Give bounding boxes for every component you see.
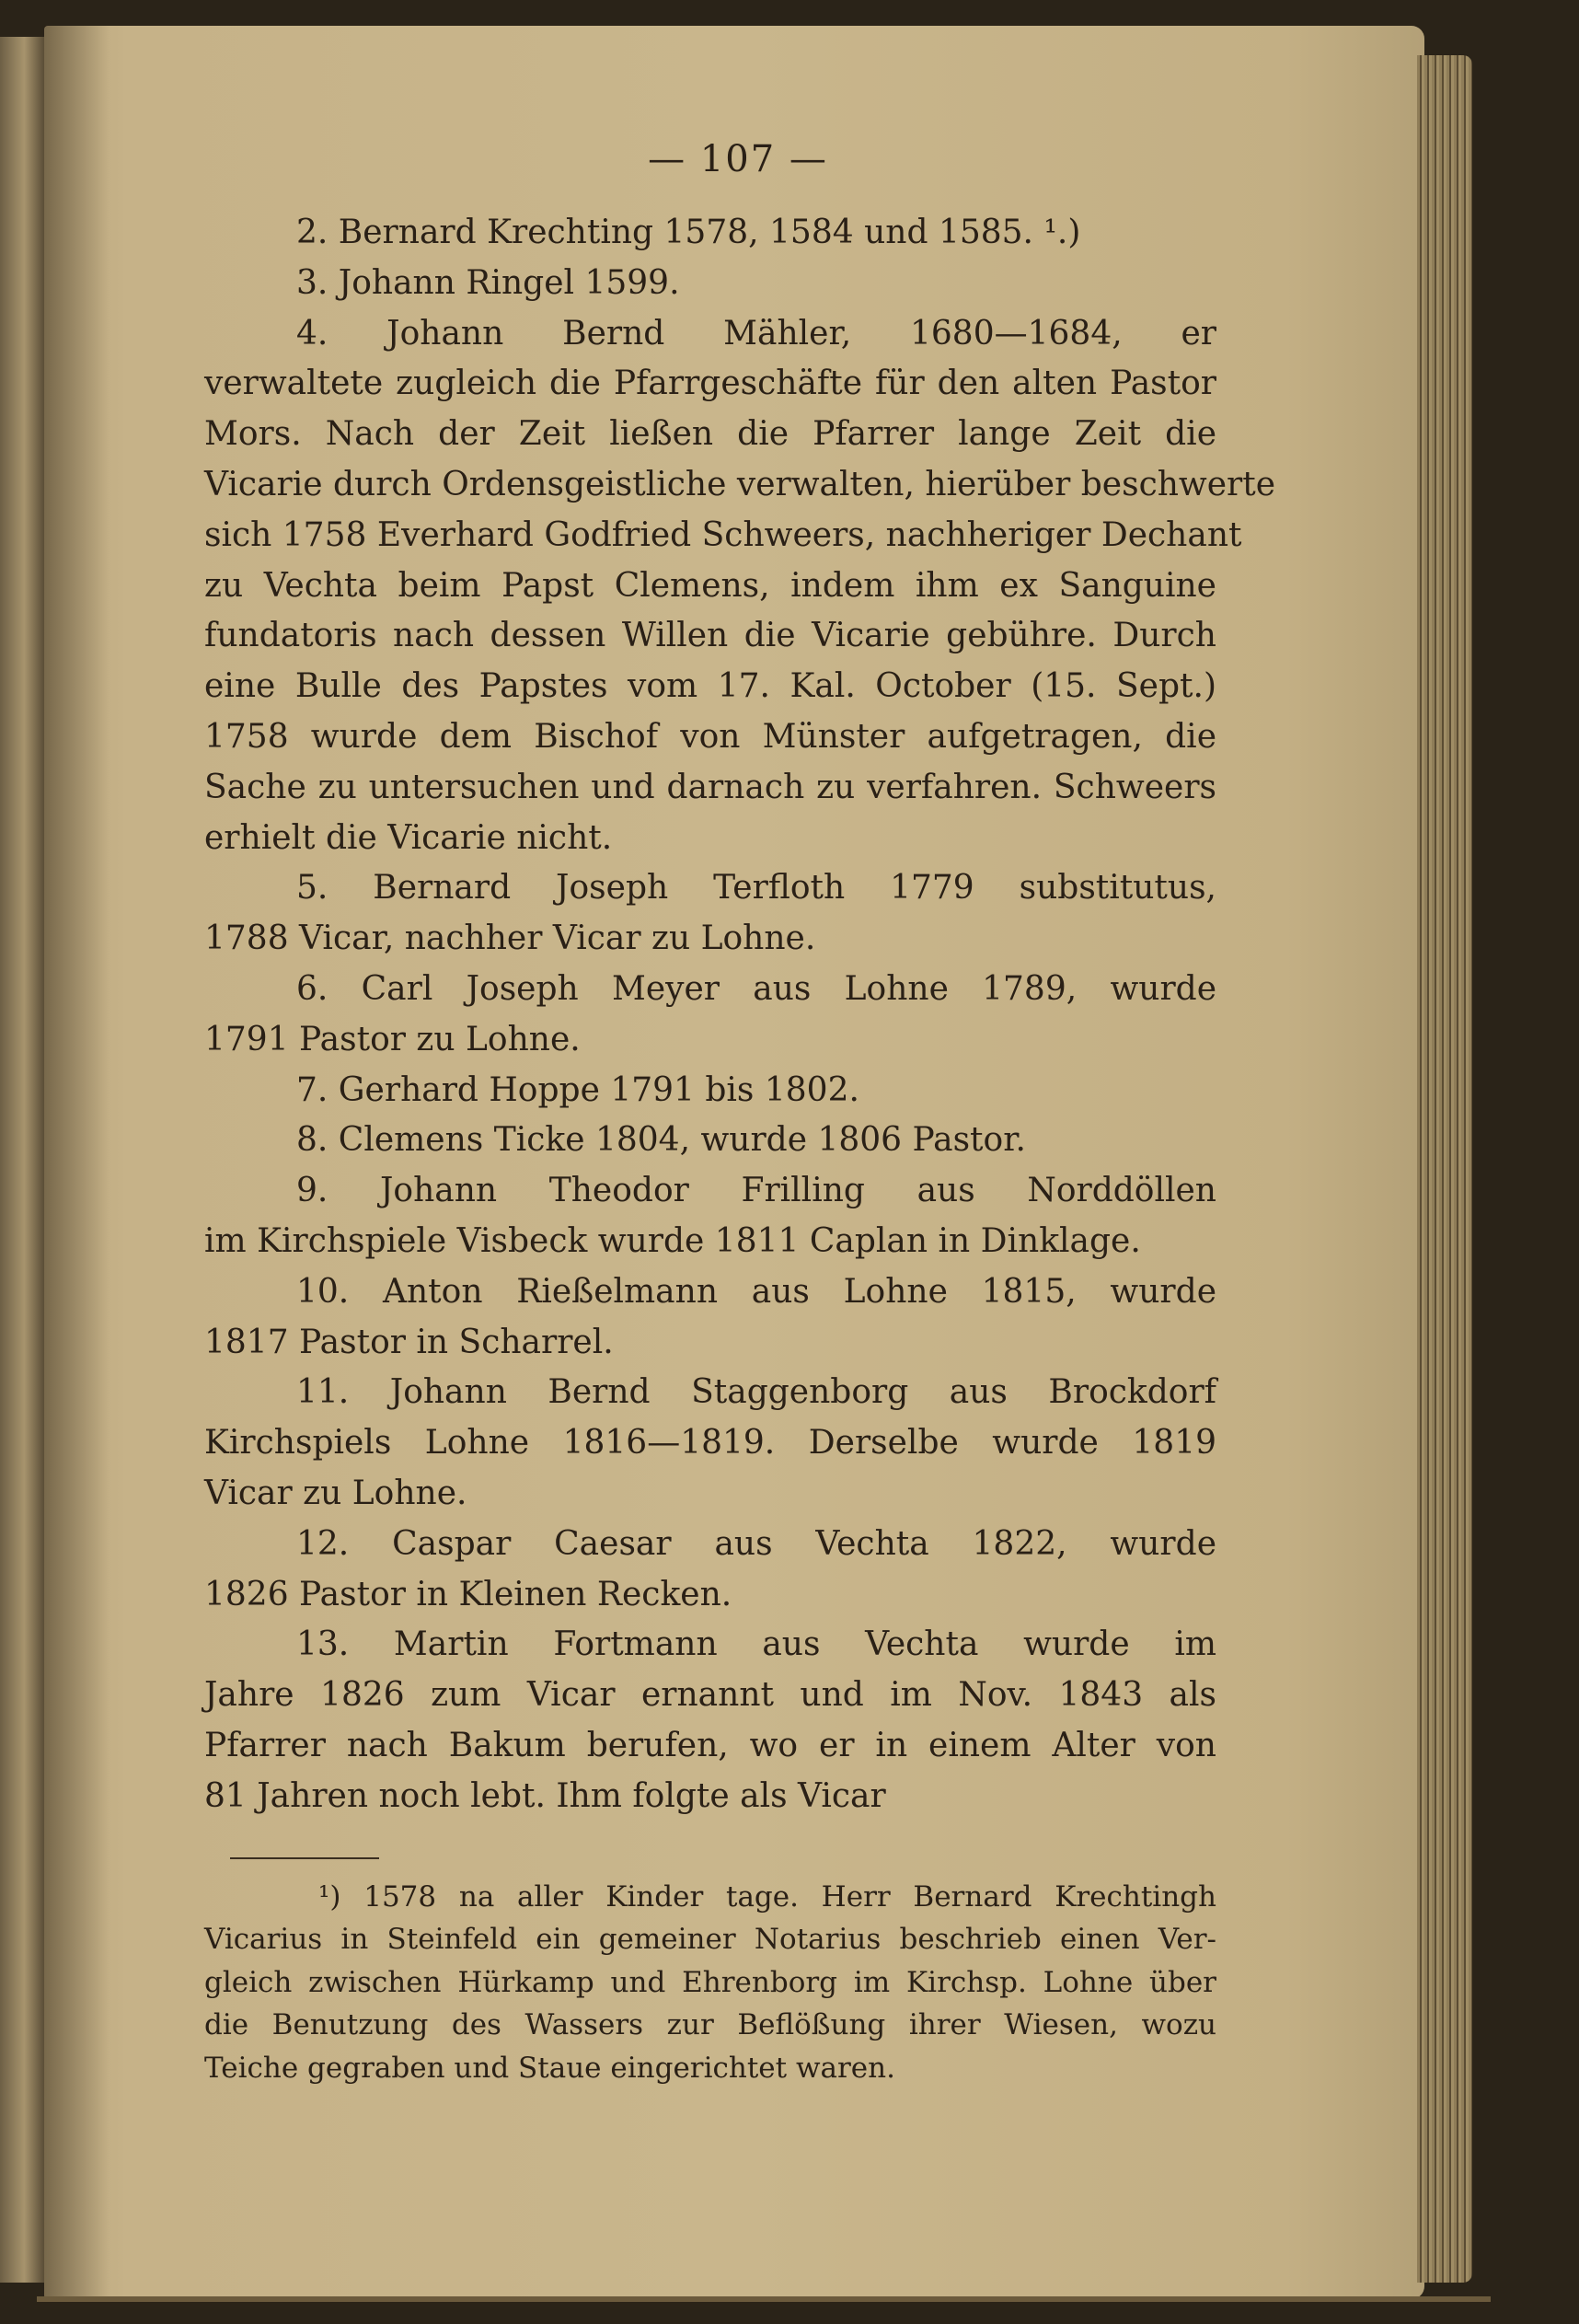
text-line: 7. Gerhard Hoppe 1791 bis 1802. — [296, 1070, 859, 1109]
gutter-shadow — [44, 26, 109, 2299]
text-line: 4. Johann Bernd Mähler, 1680—1684, er — [296, 314, 1216, 353]
text-line: 12. Caspar Caesar aus Vechta 1822, wurde — [296, 1524, 1216, 1563]
text-line: eine Bulle des Papstes vom 17. Kal. October (15. Sept.) — [204, 667, 1216, 706]
text-line: Vicarie durch Ordensgeistliche verwalten, hierüber beschwerte — [204, 465, 1276, 503]
text-line: 9. Johann Theodor Frilling aus Norddöllen — [296, 1172, 1216, 1210]
text-line: 1788 Vicar, nachher Vicar zu Lohne. — [204, 919, 816, 958]
footnote-line: Teiche gegraben und Staue eingerichtet waren. — [204, 2051, 895, 2085]
left-page-edge — [0, 37, 44, 2283]
text-line: sich 1758 Everhard Godfried Schweers, nachheriger Dechant — [204, 515, 1242, 554]
footnote-line: ¹) 1578 na aller Kinder tage. Herr Bernard Krechtingh — [318, 1879, 1216, 1914]
text-line: Pfarrer nach Bakum berufen, wo er in einem Alter von — [204, 1726, 1216, 1764]
text-line: 81 Jahren noch lebt. Ihm folgte als Vicar — [204, 1776, 886, 1815]
text-line: verwaltete zugleich die Pfarrgeschäfte für den alten Pastor — [204, 364, 1216, 403]
text-line: 11. Johann Bernd Staggenborg aus Brockdorf — [296, 1373, 1216, 1412]
text-line: 1826 Pastor in Kleinen Recken. — [204, 1575, 732, 1613]
text-line: im Kirchspiele Visbeck wurde 1811 Caplan in Dinklage. — [204, 1221, 1141, 1260]
text-line: 5. Bernard Joseph Terfloth 1779 substitutus, — [296, 869, 1216, 908]
page-number: — 107 — — [648, 138, 828, 180]
text-line: zu Vechta beim Papst Clemens, indem ihm ex Sanguine — [204, 566, 1216, 605]
text-line: 8. Clemens Ticke 1804, wurde 1806 Pastor. — [296, 1121, 1026, 1160]
text-line: 6. Carl Joseph Meyer aus Lohne 1789, wurde — [296, 969, 1216, 1008]
text-line: Sache zu untersuchen und darnach zu verfahren. Schweers — [204, 768, 1216, 806]
text-line: fundatoris nach dessen Willen die Vicarie gebühre. Durch — [204, 617, 1216, 655]
text-line: 1817 Pastor in Scharrel. — [204, 1323, 614, 1361]
text-line: 2. Bernard Krechting 1578, 1584 und 1585. ¹.) — [296, 214, 1081, 251]
bottom-edge — [37, 2296, 1491, 2302]
footnote-line: die Benutzung des Wassers zur Beflößung ihrer Wiesen, wozu — [204, 2008, 1216, 2041]
text-line: 13. Martin Fortmann aus Vechta wurde im — [296, 1625, 1216, 1664]
footnote-line: Vicarius in Steinfeld ein gemeiner Notarius beschrieb einen Ver- — [204, 1923, 1216, 1956]
footnote-line: gleich zwischen Hürkamp und Ehrenborg im Kirchsp. Lohne über — [204, 1965, 1216, 1999]
text-line: 3. Johann Ringel 1599. — [296, 263, 680, 302]
text-line: 1758 wurde dem Bischof von Münster aufgetragen, die — [204, 717, 1216, 756]
text-line: 10. Anton Rießelmann aus Lohne 1815, wurde — [296, 1272, 1216, 1311]
text-line: Jahre 1826 zum Vicar ernannt und im Nov. 1843 als — [204, 1676, 1216, 1715]
text-line: Kirchspiels Lohne 1816—1819. Derselbe wurde 1819 — [204, 1424, 1216, 1463]
footnote-text — [204, 1876, 1216, 2090]
page-content — [204, 138, 1276, 2089]
footnote-rule — [230, 1857, 379, 1859]
text-line: Mors. Nach der Zeit ließen die Pfarrer lange Zeit die — [204, 415, 1216, 454]
text-line: Vicar zu Lohne. — [204, 1474, 467, 1512]
text-line: erhielt die Vicarie nicht. — [204, 818, 613, 857]
page-block-edges — [1417, 55, 1472, 2283]
text-line: 1791 Pastor zu Lohne. — [204, 1020, 581, 1058]
body-text — [204, 208, 1276, 1822]
